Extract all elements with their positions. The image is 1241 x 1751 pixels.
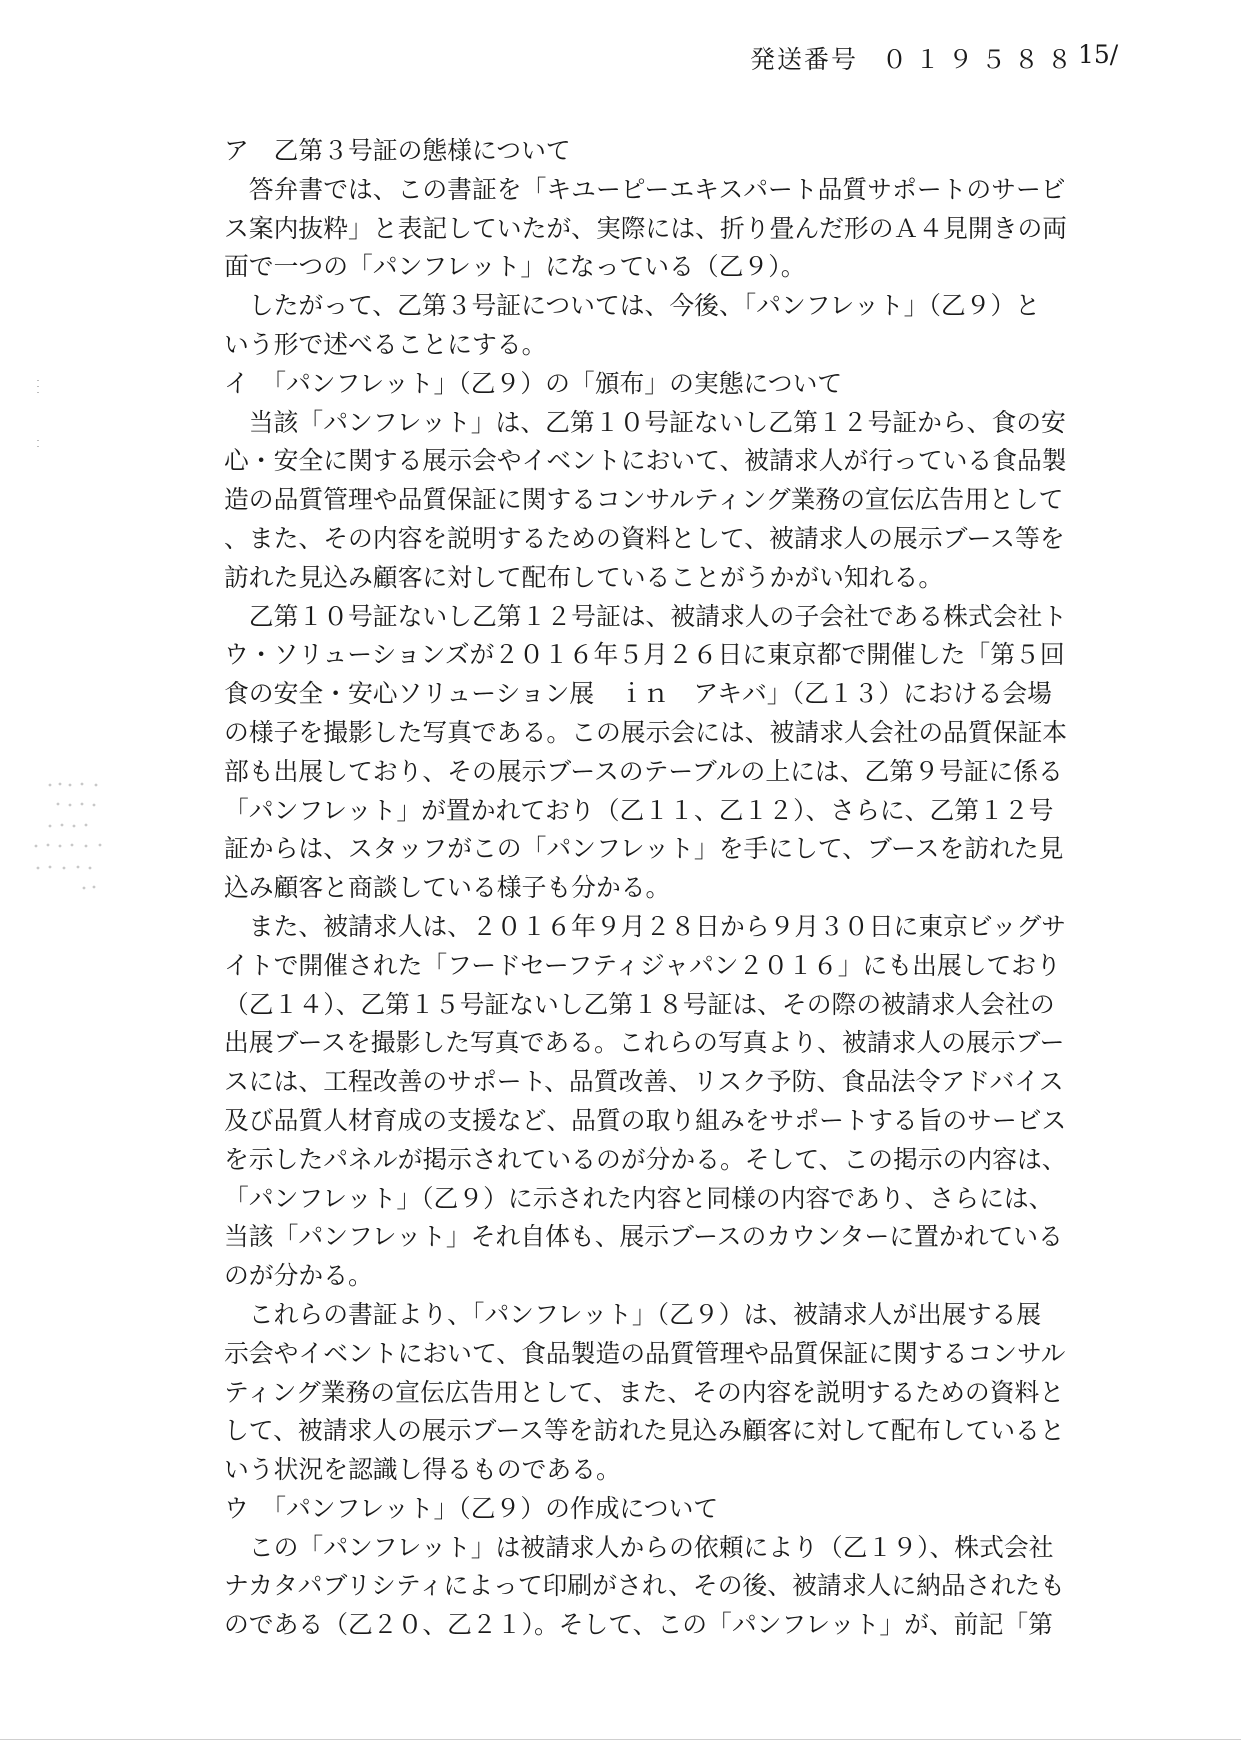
text-line: を示したパネルが掲示されているのが分かる。そして、この掲示の内容は、 — [224, 1144, 1067, 1174]
document-body — [224, 132, 1078, 1645]
text-line: スには、工程改善のサポート、品質改善、リスク予防、食品法令アドバイス — [224, 1067, 1064, 1097]
text-line: 、また、その内容を説明するための資料として、被請求人の展示ブース等を — [224, 523, 1065, 553]
page-number: 15/ — [1078, 40, 1119, 69]
text-line: して、被請求人の展示ブース等を訪れた見込み顧客に対して配布していると — [224, 1416, 1065, 1446]
text-line: のが分かる。 — [224, 1261, 373, 1291]
text-line: いう状況を認識し得るものである。 — [224, 1455, 621, 1485]
text-line: のである（乙２０、乙２１）。そして、この「パンフレット」が、前記「第 — [224, 1610, 1053, 1640]
text-line: 造の品質管理や品質保証に関するコンサルティング業務の宣伝広告用として — [224, 485, 1064, 515]
text-line: 訪れた見込み顧客に対して配布していることがうかがい知れる。 — [224, 562, 944, 592]
text-line: 込み顧客と商談している様子も分かる。 — [224, 873, 671, 903]
text-line: ナカタパブリシティによって印刷がされ、その後、被請求人に納品されたも — [224, 1571, 1065, 1601]
text-line: イ 「パンフレット」（乙９）の「頒布」の実態について — [224, 368, 843, 398]
margin-marks — [34, 380, 44, 460]
fax-header — [750, 40, 1190, 76]
text-line: 及び品質人材育成の支援など、品質の取り組みをサポートする旨のサービス — [224, 1105, 1067, 1135]
text-line: 当該「パンフレット」それ自体も、展示ブースのカウンターに置かれている — [224, 1222, 1063, 1252]
text-line: 面で一つの「パンフレット」になっている（乙９）。 — [224, 252, 806, 282]
text-line: また、被請求人は、２０１６年９月２８日から９月３０日に東京ビッグサ — [224, 911, 1067, 941]
text-line: 当該「パンフレット」は、乙第１０号証ないし乙第１２号証から、食の安 — [224, 407, 1066, 437]
text-line: ア 乙第３号証の態様について — [224, 136, 571, 165]
text-line: ウ・ソリューションズが２０１６年５月２６日に東京都で開催した「第５回 — [224, 640, 1065, 670]
text-line: 心・安全に関する展示会やイベントにおいて、被請求人が行っている食品製 — [224, 446, 1067, 476]
text-line: （乙１４）、乙第１５号証ないし乙第１８号証は、その際の被請求人会社の — [224, 989, 1055, 1019]
text-line: の様子を撮影した写真である。この展示会には、被請求人会社の品質保証本 — [224, 717, 1068, 747]
punch-hole-dots — [30, 780, 130, 900]
text-line: いう形で述べることにする。 — [224, 329, 547, 359]
text-line: ティング業務の宣伝広告用として、また、その内容を説明するための資料と — [224, 1377, 1065, 1407]
text-line: この「パンフレット」は被請求人からの依頼により（乙１９）、株式会社 — [224, 1532, 1054, 1562]
text-line: 「パンフレット」（乙９）に示された内容と同様の内容であり、さらには、 — [224, 1183, 1054, 1213]
text-line: 食の安全・安心ソリューション展 ｉｎ アキバ」（乙１３）における会場 — [224, 679, 1052, 709]
text-line: 「パンフレット」が置かれており（乙１１、乙１２）、さらに、乙第１２号 — [224, 795, 1054, 825]
text-line: 示会やイベントにおいて、食品製造の品質管理や品質保証に関するコンサル — [224, 1338, 1066, 1368]
text-line: 出展ブースを撮影した写真である。これらの写真より、被請求人の展示ブー — [224, 1028, 1065, 1058]
text-line: ウ 「パンフレット」（乙９）の作成について — [224, 1493, 719, 1523]
text-line: 証からは、スタッフがこの「パンフレット」を手にして、ブースを訪れた見 — [224, 834, 1064, 864]
send-number-label: 発送番号 — [750, 45, 859, 74]
text-line: 部も出展しており、その展示ブースのテーブルの上には、乙第９号証に係る — [224, 756, 1063, 786]
page-bottom-edge — [0, 1739, 1241, 1740]
text-line: 乙第１０号証ないし乙第１２号証は、被請求人の子会社である株式会社ト — [224, 601, 1068, 631]
text-line: これらの書証より、「パンフレット」（乙９）は、被請求人が出展する展 — [224, 1299, 1042, 1329]
send-number: ０１９５８８ — [881, 45, 1080, 74]
text-line: 答弁書では、この書証を「キユーピーエキスパート品質サポートのサービ — [224, 174, 1066, 204]
text-line: したがって、乙第３号証については、今後、「パンフレット」（乙９）と — [224, 291, 1041, 321]
text-line: イトで開催された「フードセーフティジャパン２０１６」にも出展しており — [224, 950, 1061, 980]
text-line: ス案内抜粋」と表記していたが、実際には、折り畳んだ形のＡ４見開きの両 — [224, 213, 1068, 243]
